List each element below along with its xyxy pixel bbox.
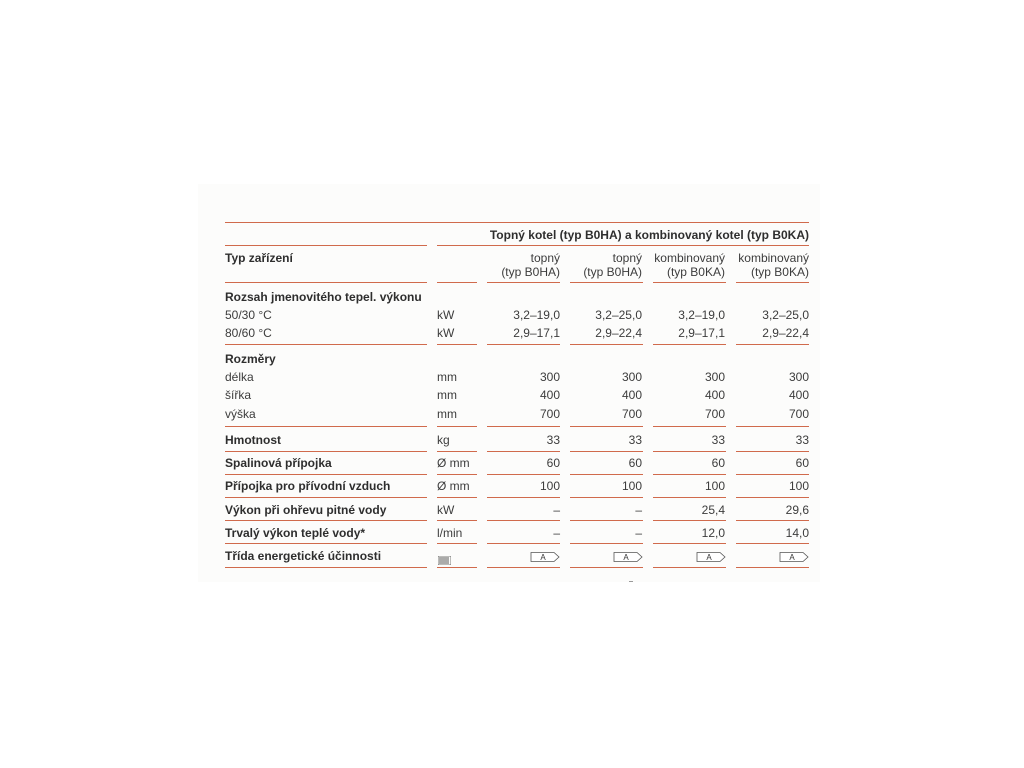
flue-rule-c0	[437, 474, 477, 475]
energy-rule-label	[225, 567, 427, 568]
power-rule-c2	[570, 344, 643, 345]
device-type-rule-c1	[487, 282, 560, 283]
dhw-power-label: Výkon při ohřevu pitné vody	[225, 503, 387, 517]
continuous-rule-c0	[437, 543, 477, 544]
device-type-col4-line1: kombinovaný	[738, 251, 809, 265]
energy-class-label: Třída energetické účinnosti	[225, 549, 382, 563]
weight-rule-c3	[653, 451, 726, 452]
dhw-power-value: –	[553, 503, 560, 517]
continuous-rule-c4	[736, 543, 809, 544]
continuous-dhw-label: Trvalý výkon teplé vody*	[225, 526, 366, 540]
air-intake-value: 100	[621, 479, 642, 493]
dimension-row-value: 700	[788, 407, 809, 421]
power-rule-label	[225, 344, 427, 345]
flue-connection-value: 60	[546, 456, 560, 470]
flue-rule-c1	[487, 474, 560, 475]
energy-class-badge-letter: A	[623, 553, 629, 562]
dhw-rule-c2	[570, 520, 643, 521]
energy-rule-c0	[437, 567, 477, 568]
continuous-dhw-value: –	[635, 526, 642, 540]
power-row-unit: kW	[437, 326, 455, 340]
dimensions-rule-c4	[736, 426, 809, 427]
device-type-col1-line2: (typ B0HA)	[501, 265, 560, 279]
power-row-value: 2,9–22,4	[762, 326, 809, 340]
weight-value: 33	[711, 433, 725, 447]
small-mark	[629, 581, 633, 582]
dimension-row-value: 700	[539, 407, 560, 421]
dhw-power-value: –	[635, 503, 642, 517]
weight-value: 33	[546, 433, 560, 447]
energy-scale-icon	[438, 552, 451, 561]
spec-panel	[198, 184, 820, 582]
dimensions-rule-c1	[487, 426, 560, 427]
table-top-rule	[225, 222, 809, 223]
dimension-row-label: délka	[225, 370, 254, 384]
air-intake-unit: Ø mm	[437, 479, 470, 493]
energy-rule-c3	[653, 567, 726, 568]
power-row-value: 2,9–22,4	[595, 326, 642, 340]
device-type-label: Typ zařízení	[225, 251, 293, 265]
dimension-row-value: 400	[788, 388, 809, 402]
power-row-value: 3,2–25,0	[595, 308, 642, 322]
dimensions-heading: Rozměry	[225, 352, 276, 366]
flue-rule-label	[225, 474, 427, 475]
dimension-row-unit: mm	[437, 407, 457, 421]
device-type-col4-line2: (typ B0KA)	[750, 265, 809, 279]
dimension-row-value: 400	[539, 388, 560, 402]
dimension-row-value: 300	[788, 370, 809, 384]
energy-class-badge	[613, 552, 643, 562]
dimension-row-value: 400	[621, 388, 642, 402]
air-intake-value: 100	[539, 479, 560, 493]
weight-rule-c4	[736, 451, 809, 452]
continuous-dhw-value: 12,0	[701, 526, 725, 540]
device-type-rule-c4	[736, 282, 809, 283]
dhw-rule-c3	[653, 520, 726, 521]
air-rule-c1	[487, 497, 560, 498]
flue-connection-value: 60	[711, 456, 725, 470]
dimensions-rule-c2	[570, 426, 643, 427]
power-row-value: 2,9–17,1	[513, 326, 560, 340]
dhw-power-value: 29,6	[785, 503, 809, 517]
weight-rule-label	[225, 451, 427, 452]
header-rule-columns	[437, 245, 809, 246]
dimension-row-label: šířka	[225, 388, 252, 402]
flue-rule-c3	[653, 474, 726, 475]
device-type-col1-line1: topný	[530, 251, 560, 265]
weight-rule-c0	[437, 451, 477, 452]
weight-unit: kg	[437, 433, 450, 447]
air-rule-c3	[653, 497, 726, 498]
dhw-rule-c1	[487, 520, 560, 521]
flue-connection-label: Spalinová přípojka	[225, 456, 332, 470]
power-row-value: 3,2–19,0	[678, 308, 725, 322]
power-rule-c0	[437, 344, 477, 345]
continuous-rule-c3	[653, 543, 726, 544]
power-row-unit: kW	[437, 308, 455, 322]
continuous-dhw-value: –	[553, 526, 560, 540]
dimension-row-unit: mm	[437, 388, 457, 402]
device-type-rule-c2	[570, 282, 643, 283]
air-rule-c4	[736, 497, 809, 498]
energy-rule-c2	[570, 567, 643, 568]
power-row-value: 2,9–17,1	[678, 326, 725, 340]
weight-value: 33	[628, 433, 642, 447]
dhw-rule-label	[225, 520, 427, 521]
continuous-rule-c2	[570, 543, 643, 544]
flue-rule-c2	[570, 474, 643, 475]
air-intake-value: 100	[788, 479, 809, 493]
dimension-row-value: 300	[704, 370, 725, 384]
dhw-rule-c0	[437, 520, 477, 521]
continuous-dhw-unit: l/min	[437, 526, 463, 540]
dimensions-rule-label	[225, 426, 427, 427]
dimensions-rule-c0	[437, 426, 477, 427]
continuous-rule-c1	[487, 543, 560, 544]
header-rule-label	[225, 245, 427, 246]
air-rule-label	[225, 497, 427, 498]
continuous-dhw-value: 14,0	[785, 526, 809, 540]
energy-class-badge-letter: A	[789, 553, 795, 562]
device-type-rule-c3	[653, 282, 726, 283]
flue-rule-c4	[736, 474, 809, 475]
device-type-col2-line1: topný	[612, 251, 642, 265]
device-type-col3-line1: kombinovaný	[654, 251, 725, 265]
air-rule-c0	[437, 497, 477, 498]
flue-connection-value: 60	[795, 456, 809, 470]
air-rule-c2	[570, 497, 643, 498]
dimension-row-label: výška	[225, 407, 256, 421]
weight-value: 33	[795, 433, 809, 447]
power-row-label: 50/30 °C	[225, 308, 272, 322]
dhw-rule-c4	[736, 520, 809, 521]
power-row-value: 3,2–19,0	[513, 308, 560, 322]
dimension-row-value: 700	[621, 407, 642, 421]
dimension-row-value: 700	[704, 407, 725, 421]
device-type-rule-label	[225, 282, 427, 283]
device-type-col2-line2: (typ B0HA)	[583, 265, 642, 279]
air-intake-value: 100	[704, 479, 725, 493]
dimensions-rule-c3	[653, 426, 726, 427]
dhw-power-unit: kW	[437, 503, 455, 517]
air-intake-label: Přípojka pro přívodní vzduch	[225, 479, 391, 493]
dimension-row-value: 300	[621, 370, 642, 384]
continuous-rule-label	[225, 543, 427, 544]
power-rule-c3	[653, 344, 726, 345]
energy-class-badge-letter: A	[540, 553, 546, 562]
table-header-title: Topný kotel (typ B0HA) a kombinovaný kotel (typ B0KA)	[489, 228, 809, 242]
dimension-row-value: 400	[704, 388, 725, 402]
energy-class-badge-letter: A	[706, 553, 712, 562]
power-row-label: 80/60 °C	[225, 326, 272, 340]
weight-rule-c2	[570, 451, 643, 452]
device-type-rule-c0	[437, 282, 477, 283]
dimension-row-value: 300	[539, 370, 560, 384]
weight-label: Hmotnost	[225, 433, 281, 447]
dhw-power-value: 25,4	[701, 503, 725, 517]
energy-rule-c1	[487, 567, 560, 568]
flue-connection-unit: Ø mm	[437, 456, 470, 470]
power-row-value: 3,2–25,0	[762, 308, 809, 322]
energy-rule-c4	[736, 567, 809, 568]
dimension-row-unit: mm	[437, 370, 457, 384]
flue-connection-value: 60	[628, 456, 642, 470]
energy-class-badge	[530, 552, 560, 562]
energy-class-badge	[696, 552, 726, 562]
power-rule-c4	[736, 344, 809, 345]
power-rule-c1	[487, 344, 560, 345]
device-type-col3-line2: (typ B0KA)	[666, 265, 725, 279]
power-range-heading: Rozsah jmenovitého tepel. výkonu	[225, 290, 422, 304]
energy-class-badge	[779, 552, 809, 562]
weight-rule-c1	[487, 451, 560, 452]
